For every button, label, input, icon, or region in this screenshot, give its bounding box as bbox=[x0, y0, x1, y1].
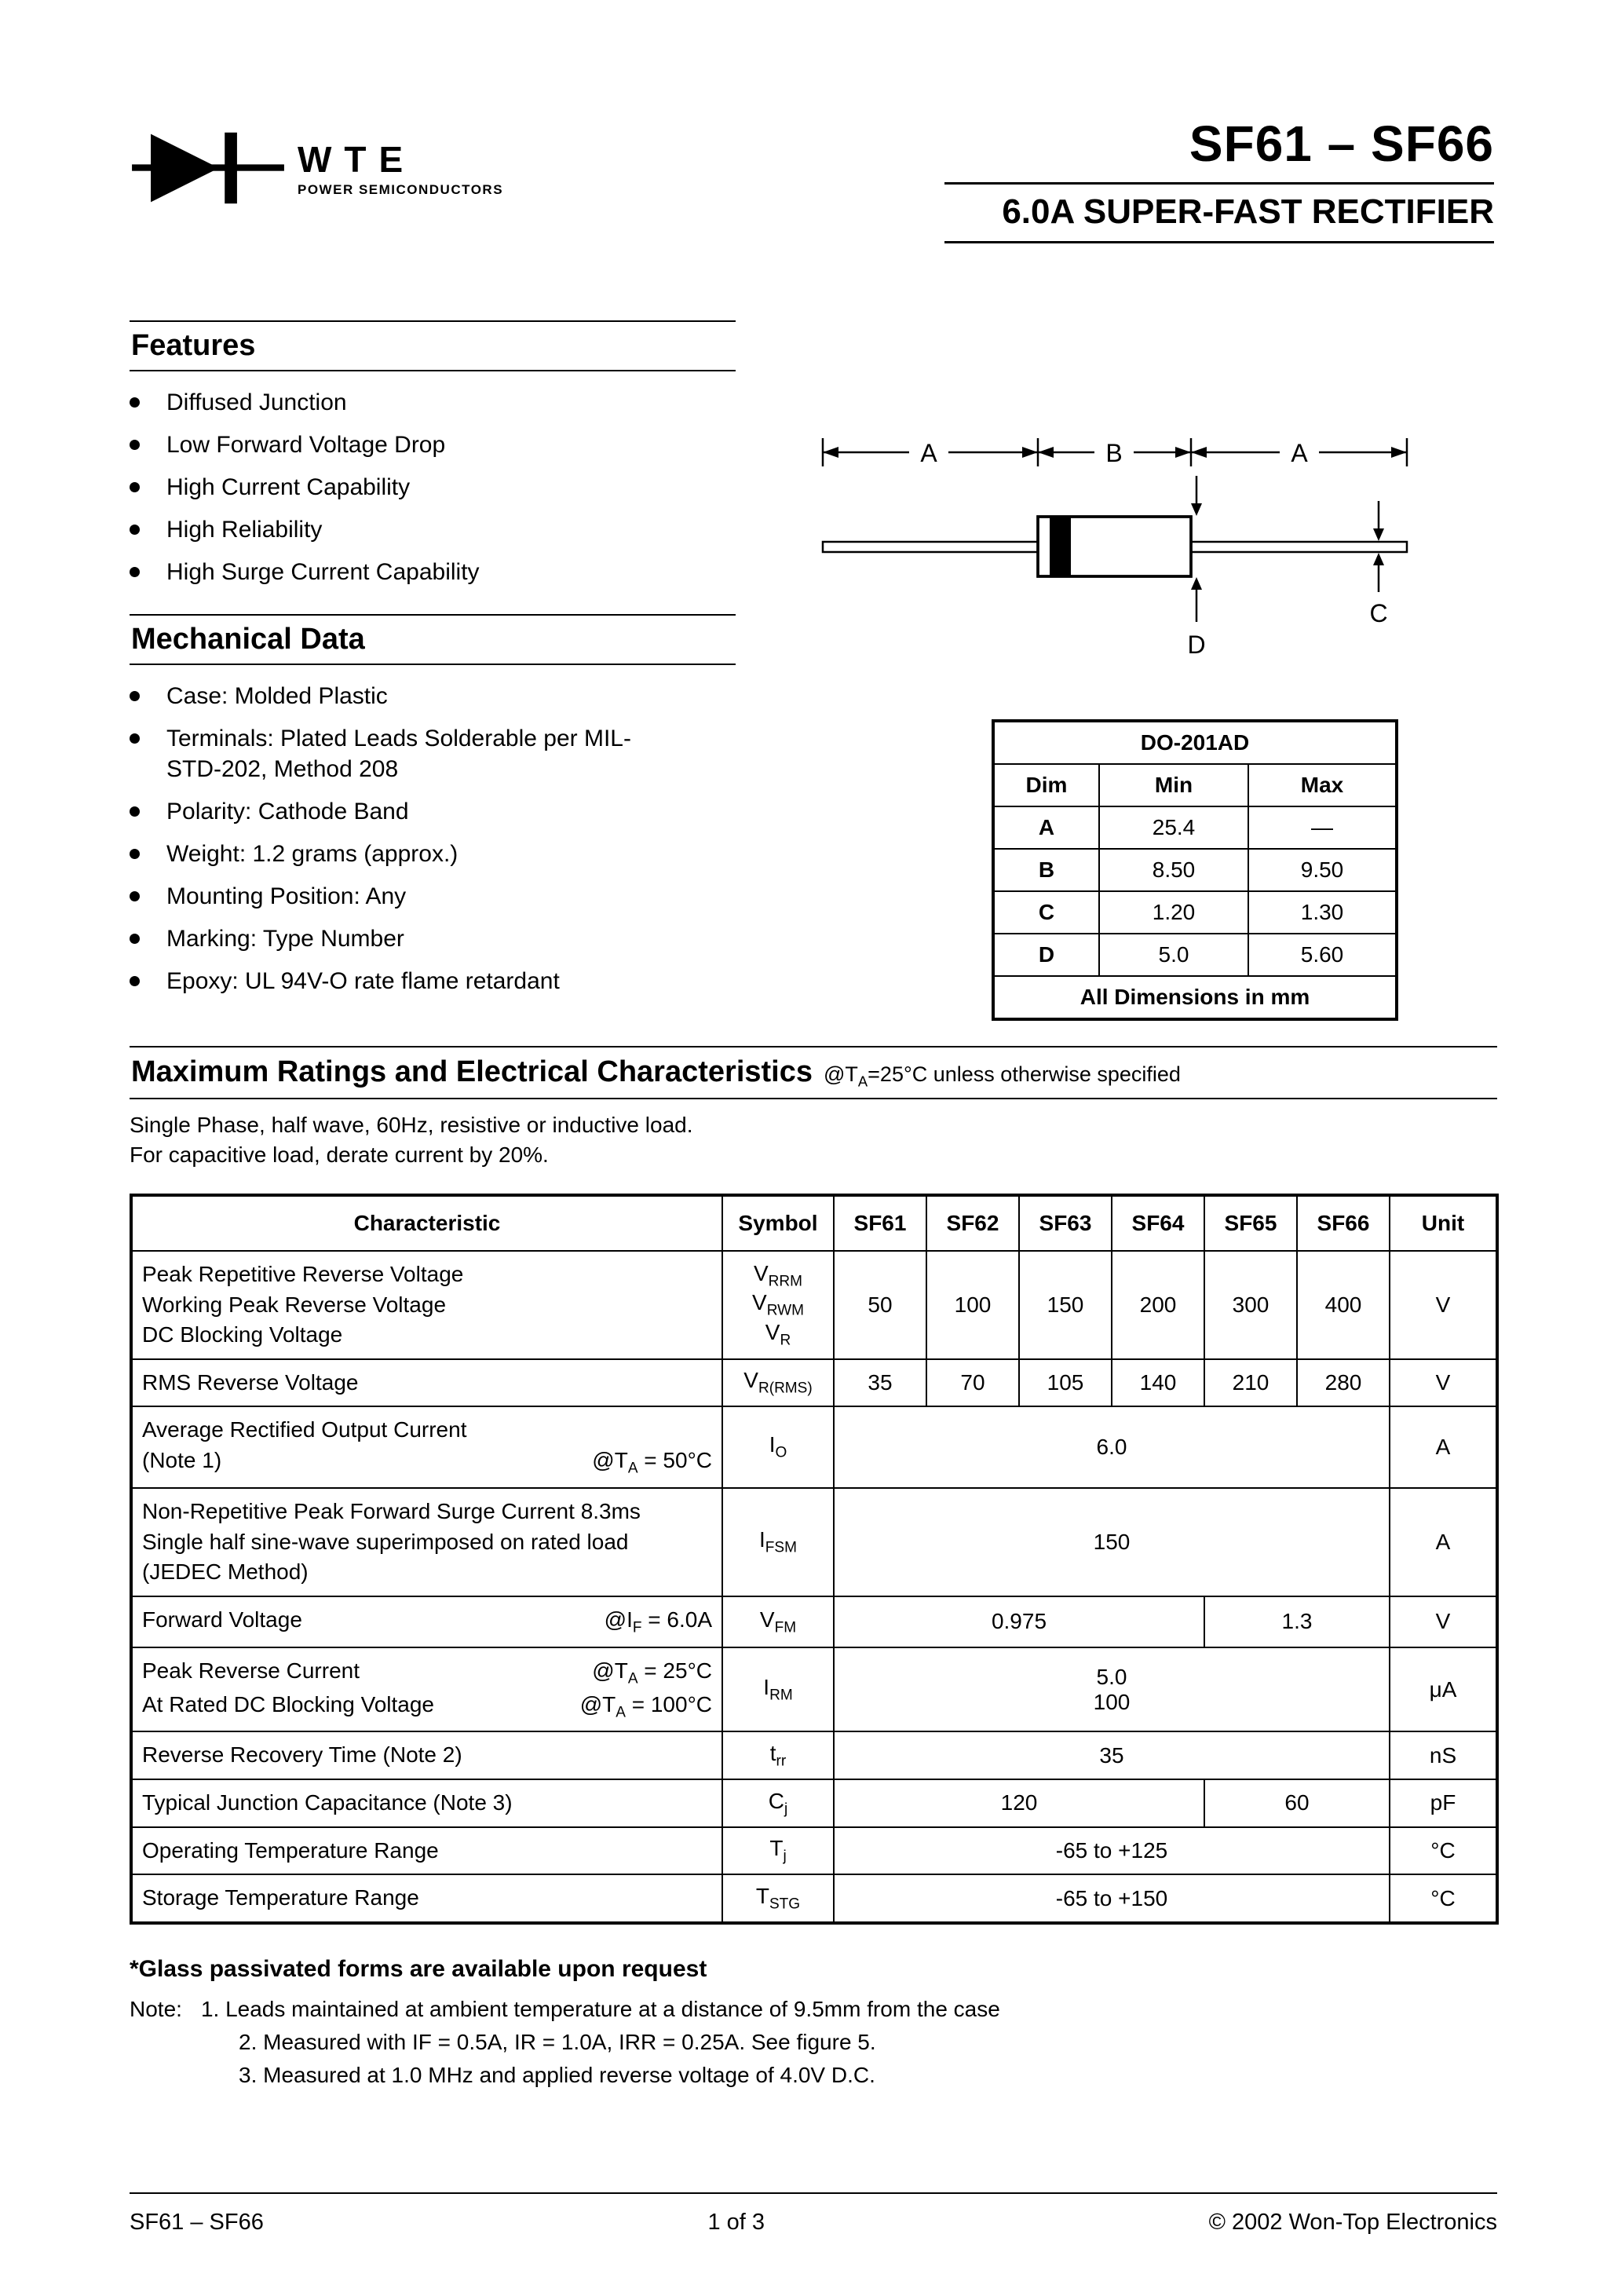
value-cell: 105 bbox=[1019, 1359, 1112, 1407]
test-condition: $@T_A = 25^\circ C$ bbox=[592, 1658, 712, 1687]
bullet-icon bbox=[130, 891, 140, 901]
bullet-icon bbox=[130, 733, 140, 744]
unit-cell: pF bbox=[1390, 1779, 1497, 1827]
ratings-condition-note: $@T_A=25^\circ C$ unless otherwise specified bbox=[824, 1062, 1181, 1090]
value-cell: 35 bbox=[834, 1731, 1390, 1779]
bullet-icon bbox=[130, 806, 140, 817]
note-line-1: Note: 1. Leads maintained at ambient temperature at a distance of 9.5mm from the case bbox=[130, 1996, 1000, 2021]
note-line-2: 2. Measured with IF = 0.5A, IR = 1.0A, IRR = 0.25A. See figure 5. bbox=[239, 2029, 876, 2054]
value-cell: 50 bbox=[834, 1251, 926, 1359]
dim-label-c: C bbox=[1369, 599, 1388, 627]
col-symbol: Symbol bbox=[722, 1195, 834, 1251]
value-cell: 0.975 bbox=[834, 1596, 1204, 1647]
list-item: Mounting Position: Any bbox=[130, 881, 736, 912]
list-item: Polarity: Cathode Band bbox=[130, 796, 736, 827]
col-sf63: SF63 bbox=[1019, 1195, 1112, 1251]
value-cell: 210 bbox=[1204, 1359, 1297, 1407]
ratings-section bbox=[130, 1046, 1497, 2088]
list-item: Low Forward Voltage Drop bbox=[130, 430, 736, 460]
value-cell: 100 bbox=[926, 1251, 1019, 1359]
table-row: B 8.50 9.50 bbox=[993, 849, 1397, 891]
mechanical-heading: Mechanical Data bbox=[130, 614, 736, 665]
symbol-cell: $V_{R(RMS)}$ bbox=[722, 1359, 834, 1407]
symbol-cell: $C_j$ bbox=[722, 1779, 834, 1827]
features-list bbox=[130, 387, 736, 587]
bullet-icon bbox=[130, 567, 140, 577]
list-item: Terminals: Plated Leads Solderable per MIL-STD-202, Method 208 bbox=[130, 723, 736, 784]
ratings-table bbox=[130, 1194, 1499, 1925]
symbol-cell: $T_{STG}$ bbox=[722, 1874, 834, 1923]
symbol-cell: $V_{FM}$ bbox=[722, 1596, 834, 1647]
unit-cell: A bbox=[1390, 1406, 1497, 1488]
test-condition: $@I_F = 6.0A$ bbox=[604, 1607, 712, 1636]
col-unit: Unit bbox=[1390, 1195, 1497, 1251]
row-operating-temperature bbox=[131, 1827, 1497, 1875]
title-divider bbox=[944, 182, 1494, 185]
list-item: Diffused Junction bbox=[130, 387, 736, 418]
col-sf66: SF66 bbox=[1297, 1195, 1390, 1251]
symbol-cell: $T_j$ bbox=[722, 1827, 834, 1875]
table-row: A 25.4 — bbox=[993, 806, 1397, 849]
characteristic-cell: Operating Temperature Range bbox=[131, 1827, 722, 1875]
list-item: Epoxy: UL 94V-O rate flame retardant bbox=[130, 966, 736, 996]
unit-cell: °C bbox=[1390, 1874, 1497, 1923]
bullet-icon bbox=[130, 525, 140, 535]
subtitle-divider bbox=[944, 241, 1494, 243]
value-cell: 150 bbox=[834, 1488, 1390, 1596]
characteristic-cell: Average Rectified Output Current (Note 1) $@T_A = 50^\circ C$ bbox=[131, 1406, 722, 1488]
part-number-title: SF61 – SF66 bbox=[1189, 115, 1494, 172]
list-item: Case: Molded Plastic bbox=[130, 681, 736, 711]
col-sf61: SF61 bbox=[834, 1195, 926, 1251]
characteristic-cell: RMS Reverse Voltage bbox=[131, 1359, 722, 1407]
unit-cell: °C bbox=[1390, 1827, 1497, 1875]
value-cell: 5.0 100 bbox=[834, 1647, 1390, 1732]
footer-part-number: SF61 – SF66 bbox=[130, 2210, 264, 2235]
brand-logo bbox=[130, 121, 503, 215]
bullet-icon bbox=[130, 397, 140, 408]
bullet-icon bbox=[130, 482, 140, 492]
row-reverse-voltage bbox=[131, 1251, 1497, 1359]
max-col-header: Max bbox=[1248, 764, 1397, 806]
col-sf65: SF65 bbox=[1204, 1195, 1297, 1251]
value-cell: 300 bbox=[1204, 1251, 1297, 1359]
unit-cell: nS bbox=[1390, 1731, 1497, 1779]
characteristic-cell: Peak Reverse Current $@T_A = 25^\circ C$ At Rated DC Blocking Voltage $@T_A = 100^\circ C$ bbox=[131, 1647, 722, 1732]
unit-cell: V bbox=[1390, 1596, 1497, 1647]
list-item: Weight: 1.2 grams (approx.) bbox=[130, 839, 736, 869]
value-cell: 1.3 bbox=[1204, 1596, 1390, 1647]
title-block bbox=[944, 115, 1494, 251]
brand-text bbox=[298, 138, 503, 198]
symbol-cell: $V_{RRM}$ $V_{RWM}$ $V_R$ bbox=[722, 1251, 834, 1359]
bullet-icon bbox=[130, 691, 140, 701]
bullet-icon bbox=[130, 849, 140, 859]
row-junction-capacitance bbox=[131, 1779, 1497, 1827]
mechanical-list bbox=[130, 681, 736, 996]
features-heading: Features bbox=[130, 320, 736, 371]
characteristic-cell: Storage Temperature Range bbox=[131, 1874, 722, 1923]
note-label: Note: bbox=[130, 1996, 182, 2021]
list-item: High Surge Current Capability bbox=[130, 557, 736, 587]
page-number: 1 of 3 bbox=[707, 2210, 765, 2235]
symbol-cell: $I_{RM}$ bbox=[722, 1647, 834, 1732]
bullet-icon bbox=[130, 976, 140, 986]
symbol-cell: $I_O$ bbox=[722, 1406, 834, 1488]
list-item: Marking: Type Number bbox=[130, 923, 736, 954]
value-cell: 35 bbox=[834, 1359, 926, 1407]
note-line-3: 3. Measured at 1.0 MHz and applied reverse voltage of 4.0V D.C. bbox=[239, 2062, 875, 2087]
value-cell: 140 bbox=[1112, 1359, 1204, 1407]
symbol-cell: $t_{rr}$ bbox=[722, 1731, 834, 1779]
row-reverse-current bbox=[131, 1647, 1497, 1732]
glass-passivated-note: *Glass passivated forms are available upon request bbox=[130, 1955, 707, 1982]
product-subtitle: 6.0A SUPER-FAST RECTIFIER bbox=[1002, 192, 1494, 231]
copyright: © 2002 Won-Top Electronics bbox=[1208, 2210, 1497, 2235]
dim-col-header: Dim bbox=[993, 764, 1099, 806]
row-surge-current bbox=[131, 1488, 1497, 1596]
unit-cell: V bbox=[1390, 1251, 1497, 1359]
row-rms-reverse-voltage bbox=[131, 1359, 1497, 1407]
page-header bbox=[130, 101, 1494, 251]
unit-cell: μA bbox=[1390, 1647, 1497, 1732]
characteristic-cell: Peak Repetitive Reverse Voltage Working Peak Reverse Voltage DC Blocking Voltage bbox=[131, 1251, 722, 1359]
col-characteristic: Characteristic bbox=[131, 1195, 722, 1251]
features-section bbox=[130, 320, 736, 599]
page-footer bbox=[130, 2192, 1497, 2236]
value-cell: 70 bbox=[926, 1359, 1019, 1407]
dimensions-note: All Dimensions in mm bbox=[993, 976, 1397, 1019]
bullet-icon bbox=[130, 440, 140, 450]
characteristic-cell: Non-Repetitive Peak Forward Surge Current 8.3ms Single half sine-wave superimposed on rated load (JEDEC Method) bbox=[131, 1488, 722, 1596]
col-sf64: SF64 bbox=[1112, 1195, 1204, 1251]
package-diagram bbox=[816, 424, 1413, 671]
dim-label-b: B bbox=[1105, 439, 1123, 467]
value-cell: 120 bbox=[834, 1779, 1204, 1827]
value-cell: 200 bbox=[1112, 1251, 1204, 1359]
diode-logo-icon bbox=[130, 121, 287, 215]
min-col-header: Min bbox=[1099, 764, 1248, 806]
characteristic-cell: Forward Voltage $@I_F = 6.0A$ bbox=[131, 1596, 722, 1647]
table-header-row bbox=[131, 1195, 1497, 1251]
brand-subtitle: POWER SEMICONDUCTORS bbox=[298, 182, 504, 197]
value-cell: 60 bbox=[1204, 1779, 1390, 1827]
col-sf62: SF62 bbox=[926, 1195, 1019, 1251]
row-reverse-recovery-time bbox=[131, 1731, 1497, 1779]
test-condition: $@T_A = 100^\circ C$ bbox=[579, 1691, 712, 1721]
dim-label-a-left: A bbox=[920, 439, 937, 467]
row-average-output-current bbox=[131, 1406, 1497, 1488]
table-row: C 1.20 1.30 bbox=[993, 891, 1397, 934]
value-cell: -65 to +125 bbox=[834, 1827, 1390, 1875]
dim-label-d: D bbox=[1187, 631, 1206, 659]
value-cell: 400 bbox=[1297, 1251, 1390, 1359]
value-cell: 150 bbox=[1019, 1251, 1112, 1359]
unit-cell: V bbox=[1390, 1359, 1497, 1407]
row-forward-voltage bbox=[131, 1596, 1497, 1647]
row-storage-temperature bbox=[131, 1874, 1497, 1923]
symbol-cell: $I_{FSM}$ bbox=[722, 1488, 834, 1596]
ratings-heading: Maximum Ratings and Electrical Characteristics $@T_A=25^\circ C$ unless otherwise specified bbox=[130, 1046, 1497, 1099]
list-item: High Reliability bbox=[130, 514, 736, 545]
package-name: DO-201AD bbox=[993, 721, 1397, 764]
brand-name: WTE bbox=[298, 139, 416, 180]
list-item: High Current Capability bbox=[130, 472, 736, 503]
value-cell: 6.0 bbox=[834, 1406, 1390, 1488]
test-condition: $@T_A = 50^\circ C$ bbox=[592, 1448, 712, 1477]
bullet-icon bbox=[130, 934, 140, 944]
table-row: D 5.0 5.60 bbox=[993, 934, 1397, 976]
characteristic-cell: Reverse Recovery Time (Note 2) bbox=[131, 1731, 722, 1779]
dim-label-a-right: A bbox=[1291, 439, 1308, 467]
value-cell: -65 to +150 bbox=[834, 1874, 1390, 1923]
dimensions-table bbox=[992, 719, 1398, 1021]
mechanical-data-section bbox=[130, 614, 736, 1008]
value-cell: 280 bbox=[1297, 1359, 1390, 1407]
unit-cell: A bbox=[1390, 1488, 1497, 1596]
characteristic-cell: Typical Junction Capacitance (Note 3) bbox=[131, 1779, 722, 1827]
load-description: Single Phase, half wave, 60Hz, resistive or inductive load. For capacitive load, derate current by 20%. bbox=[130, 1113, 693, 1168]
